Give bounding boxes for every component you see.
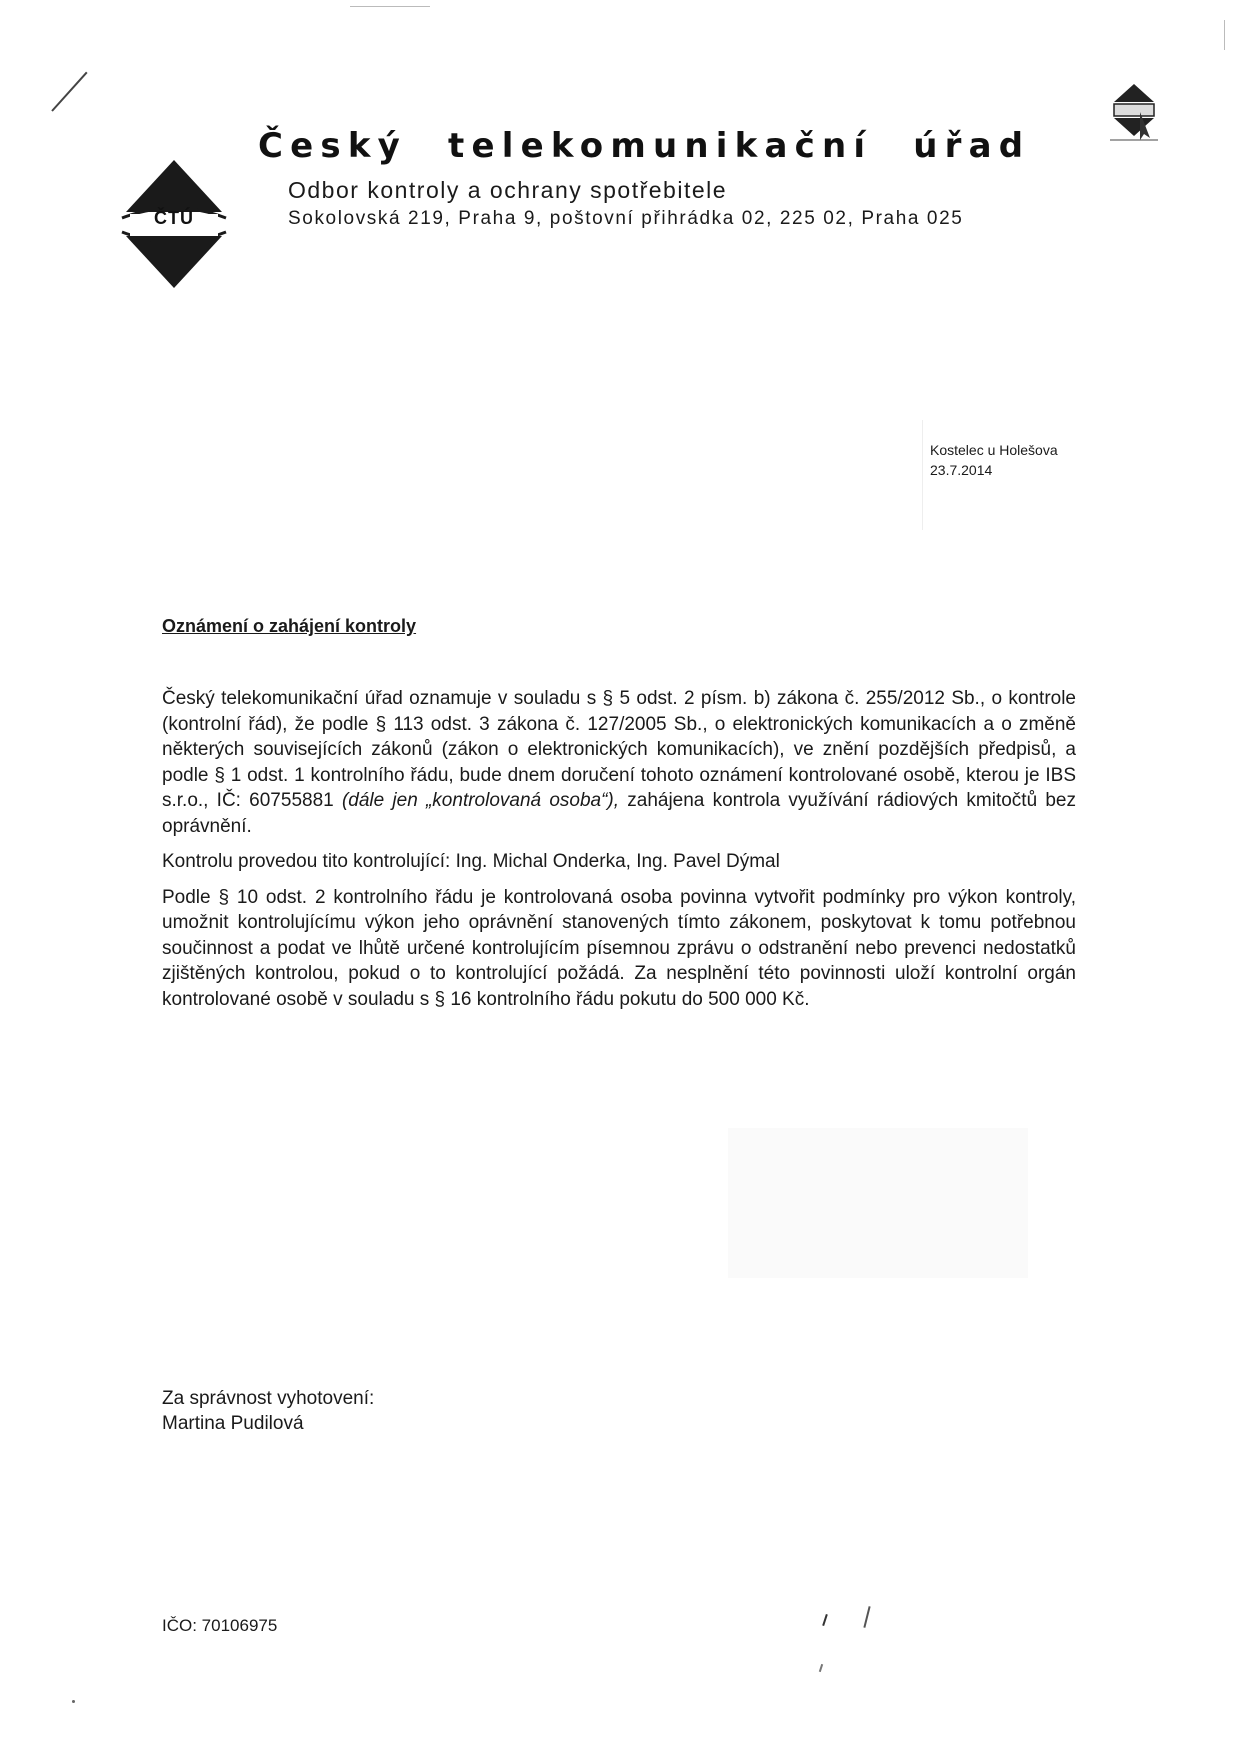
paragraph-3: Podle § 10 odst. 2 kontrolního řádu je kontrolovaná osoba povinna vytvořit podmínky pro výkon kontroly, umožnit kontrolujícímu výkon jeho oprávnění stanovených tímto zákonem, poskytovat k tomu potřebnou součinnost a podat ve lhůtě určené kontrolujícím písemnou zprávu o odstranění nebo prevenci nedostatků zjištěných kontrolou, pokud o to kontrolující požádá. Za nesplnění této povinnosti uloží kontrolní orgán kontrolované osobě v souladu s § 16 kontrolního řádu pokutu do 500 000 Kč. [162, 886, 1076, 1010]
signature-label: Za správnost vyhotovení: [162, 1388, 375, 1409]
org-title: Český telekomunikační úřad [258, 126, 1031, 166]
scan-artifact-top [350, 6, 430, 7]
subject-heading: Oznámení o zahájení kontroly [162, 616, 417, 636]
place: Kostelec u Holešova [930, 442, 1058, 458]
letter-body [162, 686, 1076, 1022]
scan-artifact-right [1224, 20, 1225, 50]
ctu-logo [118, 160, 230, 288]
logo-text: ČTÚ [154, 208, 194, 228]
footer-ico: IČO: 70106975 [162, 1616, 278, 1635]
paragraph-1-end: zahájena kontrola využívání rádiových kmitočtů bez oprávnění. [162, 790, 1077, 837]
paragraph-1-text: Český telekomunikační úřad oznamuje v souladu s § 5 odst. 2 písm. b) zákona č. 255/2012 Sb., o kontrole (kontrolní řád), že podle § 113 odst. 3 zákona č. 127/2005 Sb., o elektronických komunikacích a o změně některých souvisejících zákonů (zákon o elektronických komunikacích), ve znění pozdějších předpisů, a podle § 1 odst. 1 kontrolního řádu, bude dnem doručení tohoto oznámení kontrolované osobě, kterou je IBS s.r.o., IČ: 60755881 [162, 688, 1076, 811]
scan-mark [819, 1664, 823, 1672]
scan-mark [822, 1614, 828, 1626]
pen-mark [51, 72, 87, 112]
signature-block [162, 1386, 374, 1436]
paragraph-1-italic: (dále jen „kontrolovaná osoba“), [341, 790, 620, 811]
date: 23.7.2014 [930, 462, 993, 478]
stamp-icon [1110, 82, 1158, 142]
place-date-block [930, 440, 1058, 480]
org-address: Sokolovská 219, Praha 9, poštovní přihrádka 02, 225 02, Praha 025 [288, 208, 964, 229]
org-department: Odbor kontroly a ochrany spotřebitele [288, 177, 728, 203]
paragraph-2: Kontrolu provedou tito kontrolující: Ing. Michal Onderka, Ing. Pavel Dýmal [162, 851, 780, 872]
scan-smudge [728, 1128, 1028, 1278]
signature-name: Martina Pudilová [162, 1413, 304, 1434]
scan-mark [72, 1700, 75, 1703]
scan-artifact-vertical [922, 420, 923, 530]
scan-mark [863, 1606, 870, 1628]
paragraph-1 [162, 686, 1076, 839]
